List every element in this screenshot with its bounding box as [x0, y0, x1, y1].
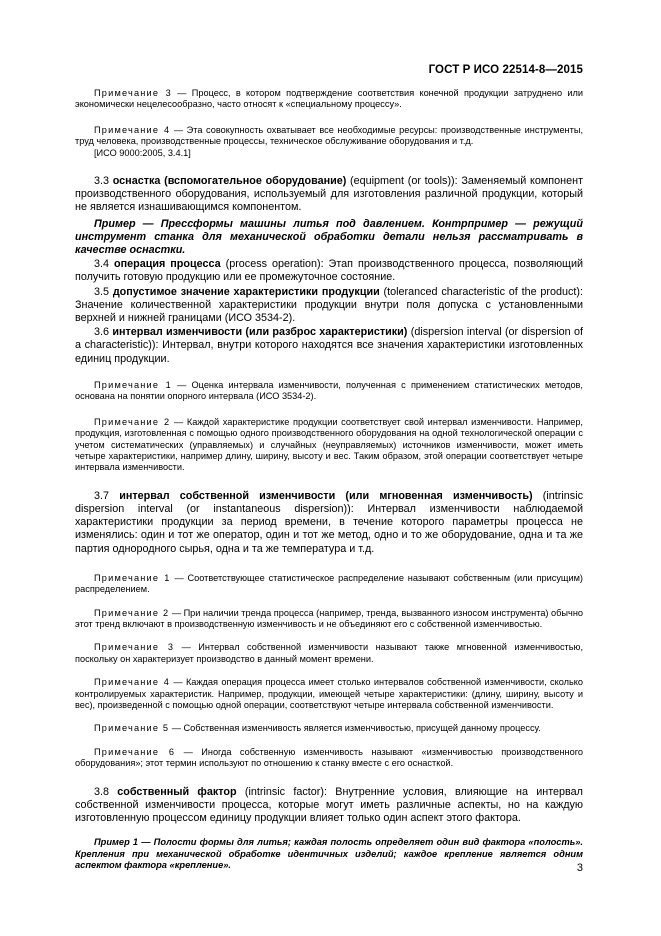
term-number: 3.3: [94, 175, 113, 188]
note-label: Примечание 6: [94, 746, 176, 757]
note-text: — Собственная изменчивость является изменчивостью, присущей данному процессу.: [169, 723, 541, 734]
term: собственный фактор: [117, 785, 237, 798]
definition-text: (process operation): Этап производственного процесса, позволяющий получить готовую продукцию или ее промежуточное состояние.: [75, 258, 584, 284]
term: интервал собственной изменчивости (или мгновенная изменчивость): [119, 489, 533, 502]
note-label: Примечание 3: [94, 642, 175, 653]
note-label: Примечание 1: [94, 379, 172, 390]
note-text: — Каждая операция процесса имеет столько интервалов собственной изменчивости, сколько контролируемых характеристик. Например, продукции, имеющей четыре характеристики: (длину, ширину, высоту и вес), произведенной с помощью одной операции, соответствуют четыре интервала собственной изменчивости.: [75, 677, 583, 710]
note-label: Примечание 2: [94, 607, 170, 618]
document-body: [75, 88, 583, 872]
note-text: — При наличии тренда процесса (например, тренда, вызванного износом инструмента) обычно этот тренд включают в производственную изменчивость и не объединяют его с собственной изменчивостью.: [75, 607, 583, 629]
example: [75, 218, 583, 258]
definition-3-3: [75, 175, 583, 215]
note-6: [75, 747, 583, 770]
note-text: — Соответствующее статистическое распределение называют собственным (или присущим) распределением.: [75, 572, 583, 595]
definition-text: (equipment (or tools)): Заменяемый компонент производственного оборудования, используемый для изготовления различной продукции, который не является изнашивающимся компонентом.: [75, 175, 584, 214]
note-label: Примечание 3: [94, 88, 172, 98]
note-text: — Интервал собственной изменчивости называют также мгновенной изменчивостью, поскольку он характеризует производство в данный момент времени.: [75, 642, 583, 664]
page-number: 3: [576, 862, 583, 874]
note-text: — Иногда собственную изменчивость называют «изменчивостью производственного оборудования»; этот термин используют по отношению к станку вместе с его оснасткой.: [75, 746, 583, 769]
note-text: — Оценка интервала изменчивости, полученная с применением статистических методов, основана на понятии опорного интервала (ИСО 3534-2).: [75, 379, 583, 402]
note-text: — Каждой характеристике продукции соответствует свой интервал изменчивости. Например, продукция, изготовленная с помощью одного производственного оборудования на одной технологической операции с учетом систематических (управляемых) и случайных (неуправляемых) источников изменчивости, может иметь четыре характеристики, например длину, ширину, высоту и вес. Таким образом, этой операции соответствует четыре интервала изменчивости.: [75, 416, 583, 473]
definition-3-4: [75, 258, 583, 284]
term: операция процесса: [113, 258, 221, 271]
definition-3-8: [75, 786, 583, 826]
term: допустимое значение характеристики продукции: [112, 285, 380, 298]
document-header: ГОСТ Р ИСО 22514-8—2015: [428, 64, 583, 76]
note-label: Примечание 4: [94, 677, 171, 688]
term-number: 3.8: [94, 785, 118, 798]
note-1-2: [75, 573, 583, 596]
term-number: 3.5: [94, 285, 113, 298]
term-number: 3.6: [94, 326, 113, 339]
reference: [ИСО 9000:2005, 3.4.1]: [94, 147, 191, 158]
note-2-2: [75, 608, 583, 631]
definition-3-5: [75, 286, 583, 326]
term-number: 3.4: [94, 258, 114, 271]
definition-3-7: [75, 490, 583, 556]
example-text: Пример — Прессформы машины литья под давлением. Контрпример — режущий инструмент станка для механической обработки детали нельзя рассматривать в качестве оснастки.: [75, 217, 583, 257]
note-4-1: [75, 125, 583, 159]
note-1-1: [75, 380, 583, 403]
note-text: — Эта совокупность охватывает все необходимые ресурсы: производственные инструменты, труд человека, производственные процессы, техническое обслуживание оборудования и т.д.: [75, 124, 583, 147]
note-label: Примечание 4: [94, 124, 171, 135]
definition-text: (intrinsic dispersion interval (or instantaneous dispersion)): Интервал изменчивости наблюдаемой характеристики продукции за период времени, в течение которого параметры процесса не изменялись: один и тот же оператор, один и тот же метод, одно и то же оборудование, одна и та же партия однородного сырья, одна и та же температура и т.д.: [75, 489, 583, 555]
note-4-2: [75, 677, 583, 711]
definition-3-6: [75, 326, 583, 366]
note-label: Примечание 2: [94, 416, 171, 427]
definition-text: (intrinsic factor): Внутренние условия, влияющие на интервал собственной изменчивости процесса, которые могут иметь различные аспекты, но на каждую изготовленную процессом единицу продукции влияет только один аспект этого фактора.: [75, 785, 583, 825]
note-3-1: [75, 88, 583, 111]
note-3-2: [75, 642, 583, 665]
definition-text: (toleranced characteristic of the product): Значение количественной характеристики продукции внутри поля допуска с установленными верхней и нижней границами (ИСО 3534-2).: [75, 285, 583, 325]
note-5: [75, 723, 583, 734]
term: интервал изменчивости (или разброс характеристики): [112, 326, 408, 339]
example-1: [75, 837, 583, 872]
note-text: — Процесс, в котором подтверждение соответствия конечной продукции затруднено или экономически нецелесообразно, часто относят к «специальному процессу».: [75, 88, 583, 110]
definition-text: (dispersion interval (or dispersion of a characteristic)): Интервал, внутри которого находятся все значения характеристики изготовленных единиц продукции.: [75, 326, 583, 365]
note-label: Примечание 5: [94, 723, 170, 734]
example-text: Пример 1 — Полости формы для литья; каждая полость определяет один вид фактора «полость». Крепления при механической обработке идентичных изделий; каждое крепление является одним аспектом фактора «крепление».: [75, 837, 583, 871]
term: оснастка (вспомогательное оборудование): [112, 175, 347, 188]
note-2-1: [75, 417, 583, 474]
note-label: Примечание 1: [94, 572, 171, 583]
term-number: 3.7: [94, 489, 120, 502]
